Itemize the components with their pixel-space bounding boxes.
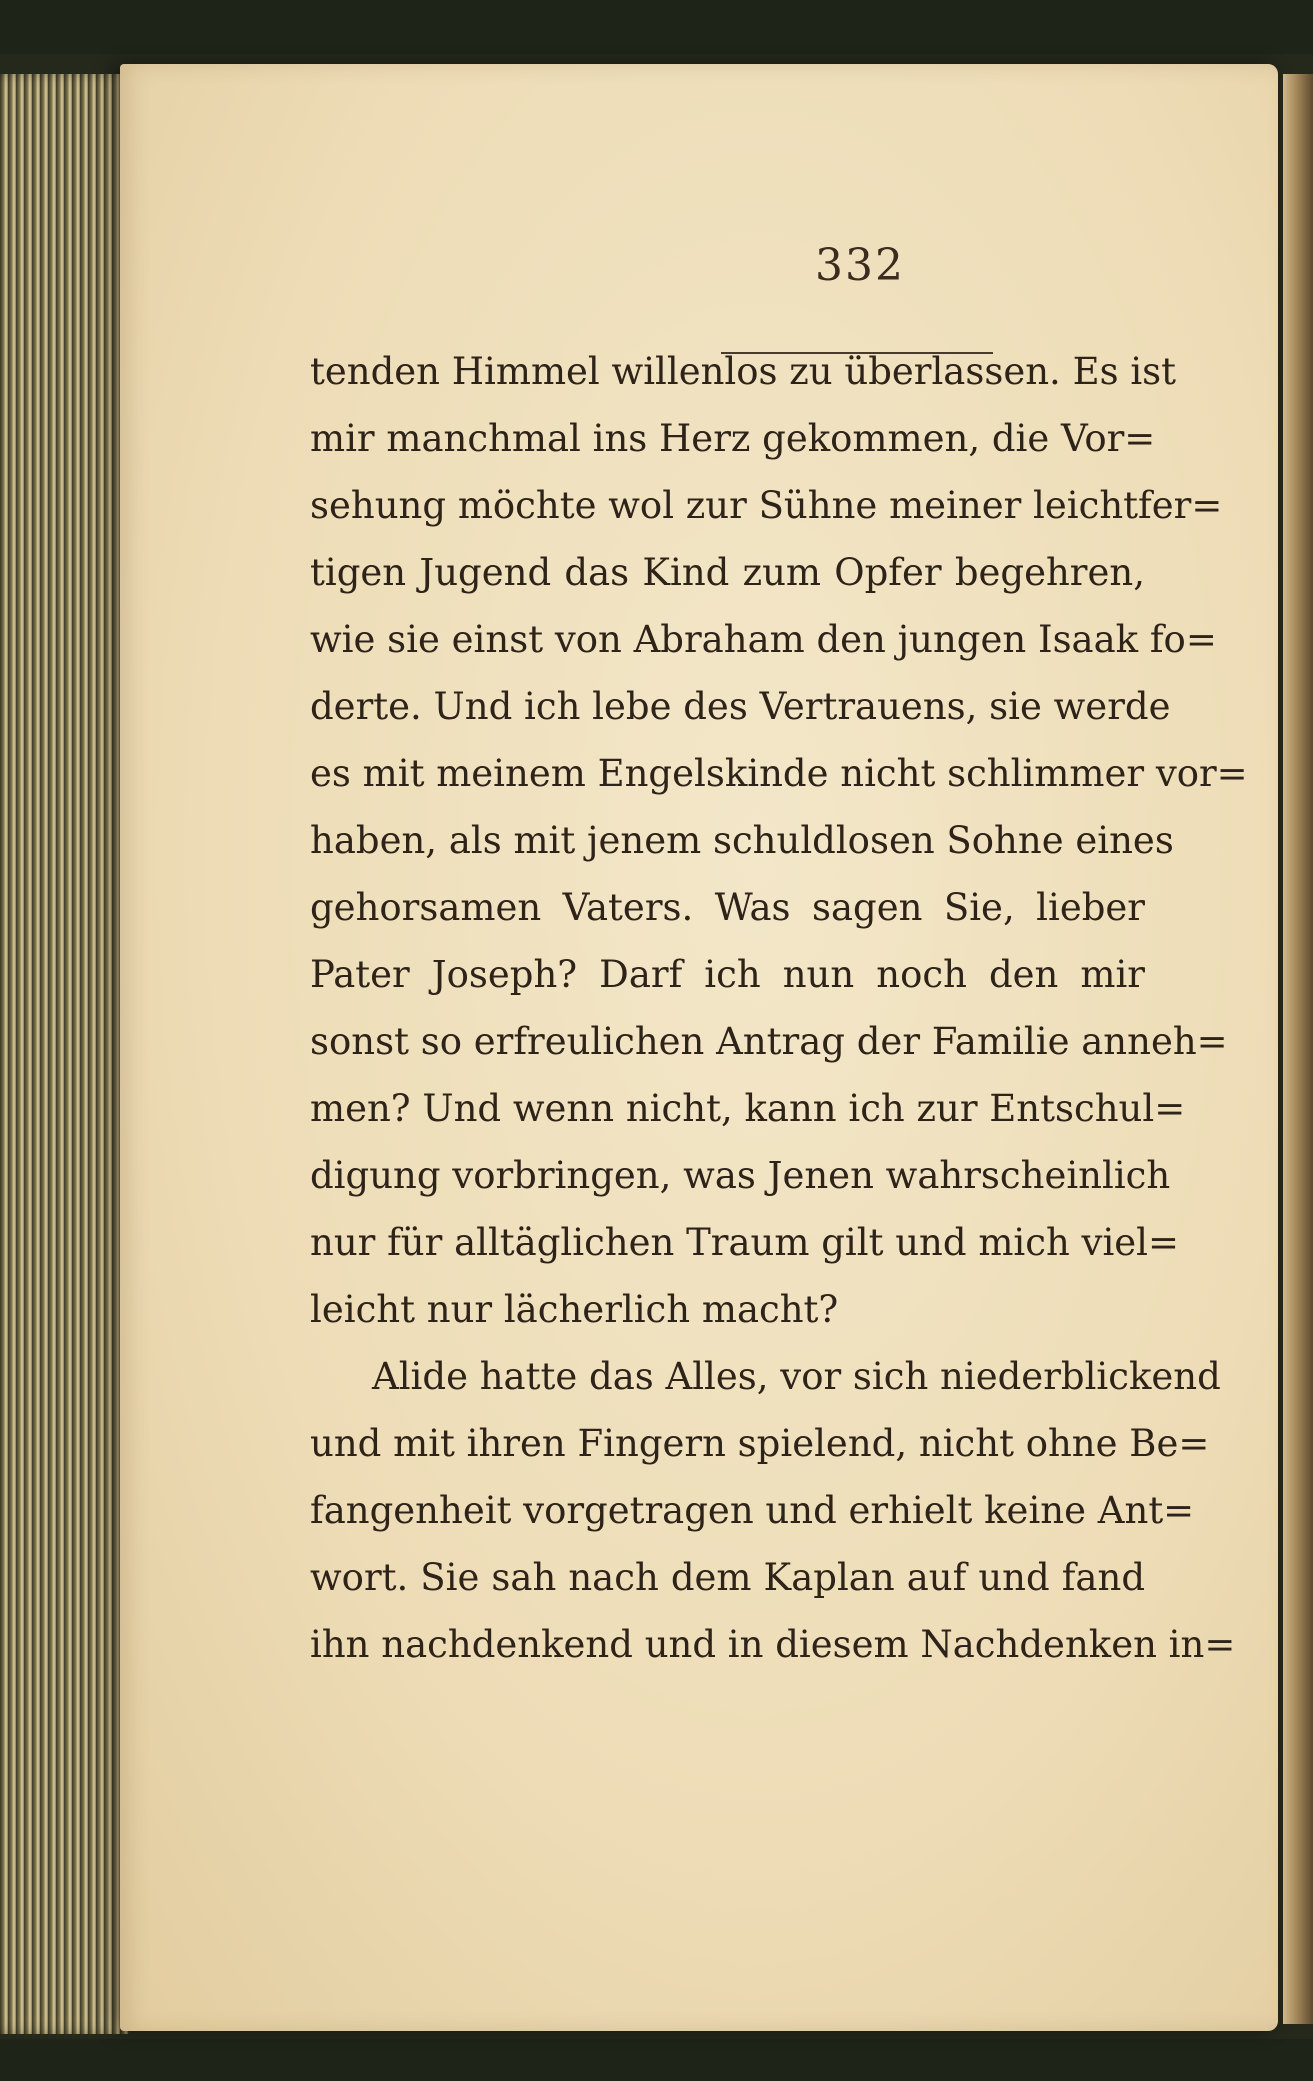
text-line: nur für alltäglichen Traum gilt und mich viel= [310,1221,1180,1264]
text-line: haben, als mit jenem schuldlosen Sohne eines [310,819,1174,862]
text-line: fangenheit vorgetragen und erhielt keine Ant= [310,1489,1195,1532]
text-line: Alide hatte das Alles, vor sich niederblickend [372,1355,1221,1398]
text-line: sehung möchte wol zur Sühne meiner leichtfer= [310,484,1223,527]
body-text [310,338,1248,1678]
text-line: tigen Jugend das Kind zum Opfer begehren, [310,551,1145,594]
text-line: mir manchmal ins Herz gekommen, die Vor= [310,417,1156,460]
text-line: wie sie einst von Abraham den jungen Isaak fo= [310,618,1217,661]
text-line: digung vorbringen, was Jenen wahrscheinlich [310,1154,1171,1197]
text-line: men? Und wenn nicht, kann ich zur Entschul= [310,1087,1186,1130]
text-line: tenden Himmel willenlos zu überlassen. Es ist [310,350,1177,393]
text-line: derte. Und ich lebe des Vertrauens, sie werde [310,685,1171,728]
page-edges [0,74,130,2034]
text-line: sonst so erfreulichen Antrag der Familie anneh= [310,1020,1228,1063]
text-line: Pater Joseph? Darf ich nun noch den mir [310,953,1145,996]
text-line: es mit meinem Engelskinde nicht schlimmer vor= [310,752,1248,795]
page-number: 332 [815,240,905,291]
text-line: leicht nur lächerlich macht? [310,1288,839,1331]
text-line: wort. Sie sah nach dem Kaplan auf und fand [310,1556,1145,1599]
text-line: und mit ihren Fingern spielend, nicht ohne Be= [310,1422,1210,1465]
book-edge-right [1283,74,1313,2024]
text-line: gehorsamen Vaters. Was sagen Sie, lieber [310,886,1145,929]
text-line: ihn nachdenkend und in diesem Nachdenken in= [310,1623,1236,1666]
